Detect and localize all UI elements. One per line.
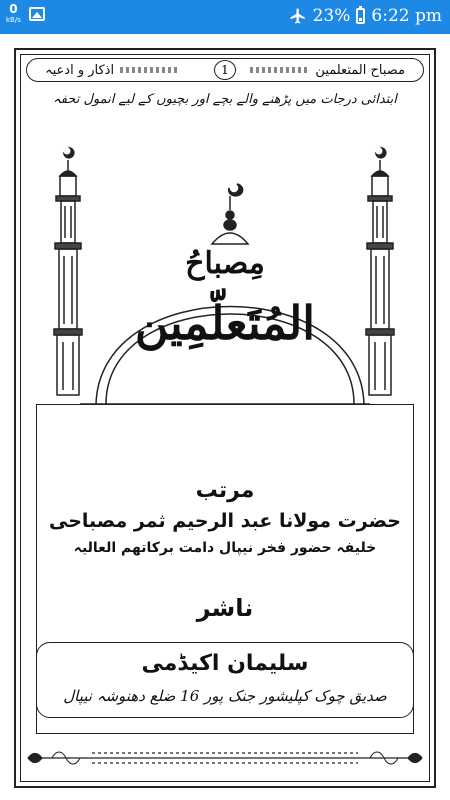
- author-title: خلیفہ حضور فخر نیپال دامت برکاتھم العالیہ: [73, 540, 377, 556]
- header-ornament-left: [120, 67, 180, 73]
- network-speed-value: 0: [9, 2, 18, 16]
- page-number: 1: [214, 60, 236, 80]
- gallery-notification-icon: [29, 7, 45, 21]
- status-left: [6, 4, 45, 25]
- battery-icon: [356, 8, 365, 24]
- header-left-title: اذکار و ادعیہ: [45, 62, 115, 78]
- compiled-by-label: مرتب: [195, 478, 255, 503]
- network-speed: [6, 4, 21, 25]
- status-bar: [0, 0, 450, 34]
- dome-finial: [212, 184, 248, 244]
- footer-ornament: [22, 746, 428, 770]
- author-name: حضرت مولانا عبد الرحیم ثمر مصباحی: [48, 510, 401, 532]
- battery-percent: 23%: [312, 6, 351, 26]
- book-title-line2: المُتَعلّمِین: [134, 296, 316, 350]
- airplane-icon: [289, 7, 307, 25]
- book-page: [0, 34, 450, 800]
- header-right-title: مصباح المتعلمین: [315, 62, 405, 78]
- network-speed-unit: kB/s: [6, 16, 21, 24]
- header-ornament-right: [250, 67, 310, 73]
- status-right: [289, 6, 442, 26]
- tagline: ابتدائی درجات میں پڑھنے والے بچے اور بچیوں کے لیے انمول تحفہ: [53, 92, 397, 107]
- publisher-name: سلیمان اکیڈمی: [141, 651, 309, 676]
- publisher-label: ناشر: [196, 594, 254, 622]
- publisher-address: صدیق چوک کپلیشور جنک پور 16 ضلع دھنوشہ نیپال: [63, 687, 387, 705]
- book-title-line1: مِصباحُ: [185, 246, 265, 281]
- clock: 6:22 pm: [371, 6, 442, 26]
